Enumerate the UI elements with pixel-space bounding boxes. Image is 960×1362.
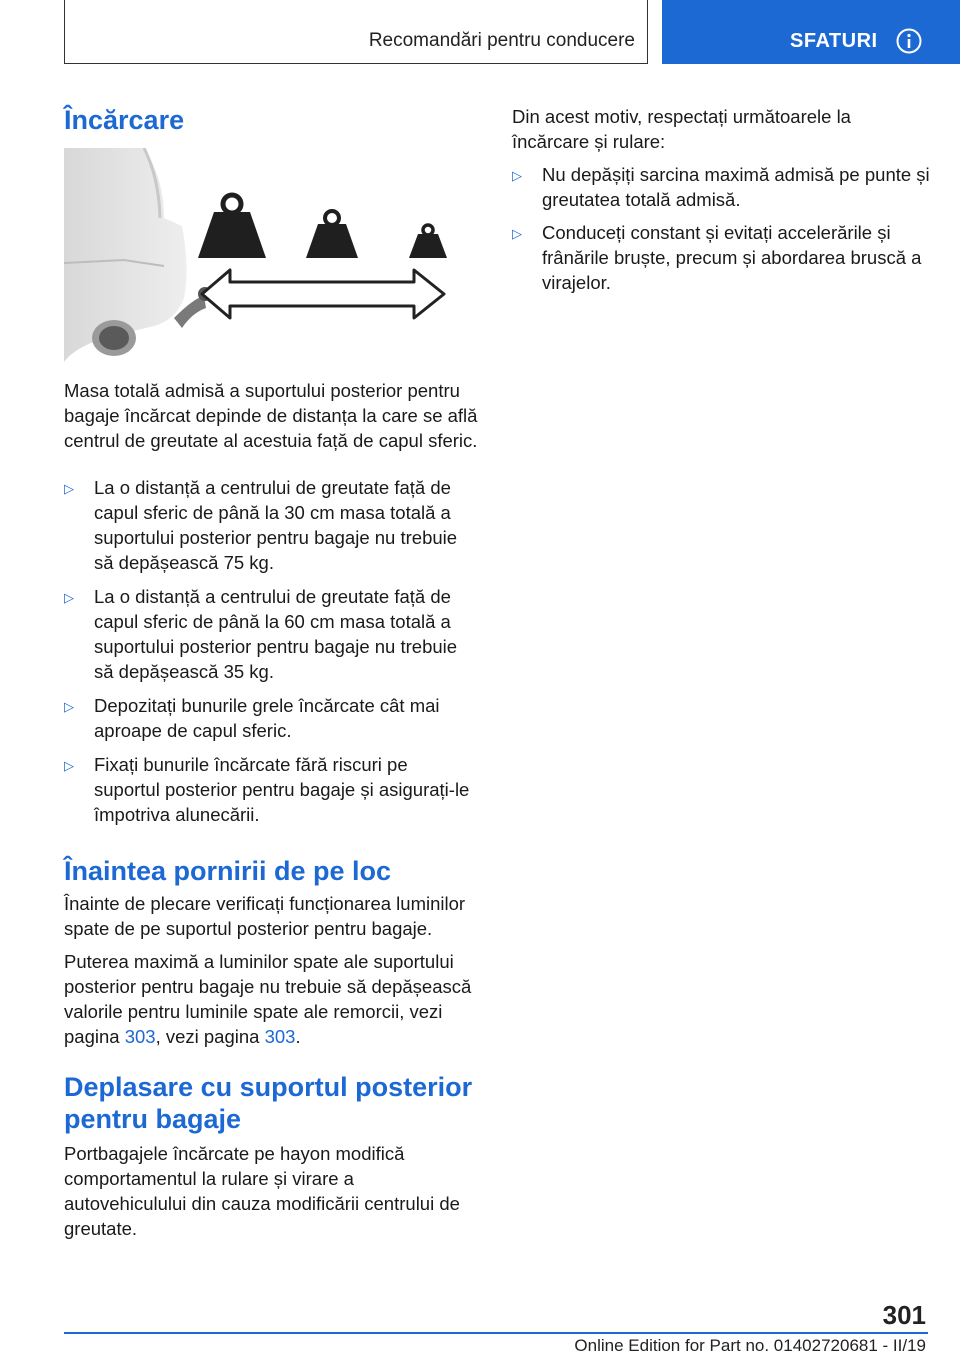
triangle-bullet-icon: ▷ [512,168,522,183]
loading-intro: Masa totală admisă a suportului posterior pentru bagaje încărcat depinde de distanța la care se află centrul de greutate al acestuia față de capul sferic. [64,380,478,451]
driving-paragraph: Portbagajele încărcate pe hayon modifică comportamentul la rulare și virare a autovehiculului din cauza modificării centrului de greutate. [64,1143,460,1239]
footer-edition: Online Edition for Part no. 01402720681 - II/19 [574,1336,926,1355]
list-item [64,475,478,575]
header-section-box [64,0,648,64]
list-item-text: La o distanță a centrului de greutate față de capul sferic de până la 30 cm masa totală a suportului posterior pentru bagaje nu trebuie să depășească 75 kg. [94,477,458,573]
list-item-text: La o distanță a centrului de greutate față de capul sferic de până la 60 cm masa totală a suportului posterior pentru bagaje nu trebuie să depășească 35 kg. [94,586,458,682]
chapter-tab[interactable] [662,0,960,64]
list-item-text: Nu depășiți sarcina maximă admisă pe punte și greutatea totală admisă. [542,164,930,210]
list-item-text: Conduceți constant și evitați accelerările și frânările bruște, precum și abordarea bruscă a virajelor. [542,222,922,293]
footer-divider [64,1332,928,1334]
list-item [512,162,932,212]
before-start-paragraph-1: Înainte de plecare verificați funcționarea luminilor spate de pe suportul posterior pentru bagaje. [64,893,466,939]
list-item-text: Depozitați bunurile grele încărcate cât mai aproape de capul sferic. [94,695,440,741]
load-distance-illustration [64,148,478,362]
right-column [512,104,932,295]
loading-bullet-list [64,475,478,827]
heading-loading: Încărcare [64,105,185,135]
list-item [64,752,478,827]
left-column-body [64,378,478,1241]
page-link-303[interactable]: 303 [264,1026,296,1047]
triangle-bullet-icon: ▷ [64,590,74,605]
list-item-text: Fixați bunurile încărcate fără riscuri pe suportul posterior pentru bagaje și asigurați-le împotriva alunecării. [94,754,470,825]
before-start-text-mid: , vezi pagina [155,1026,265,1047]
page-link-303[interactable]: 303 [124,1026,156,1047]
before-start-paragraph-2 [64,949,478,1049]
before-start-text: Puterea maximă a luminilor spate ale suportului posterior pentru bagaje nu trebuie să depășească valorile pentru luminile spate ale remorcii, vezi pagina [64,951,472,1047]
right-intro: Din acest motiv, respectați următoarele la încărcare și rulare: [512,106,851,152]
triangle-bullet-icon: ▷ [64,481,74,496]
page-number: 301 [882,1300,926,1330]
heading-driving: Deplasare cu suportul posterior pentru bagaje [64,1072,473,1134]
heading-before-start: Înaintea pornirii de pe loc [64,856,392,886]
chapter-tab-label: SFATURI [790,30,878,52]
list-item [512,220,932,295]
list-item [64,584,478,684]
triangle-bullet-icon: ▷ [64,699,74,714]
triangle-bullet-icon: ▷ [64,758,74,773]
right-bullet-list [512,162,932,295]
before-start-text-end: . [295,1026,301,1047]
info-icon[interactable] [896,28,922,54]
left-column [64,104,478,136]
triangle-bullet-icon: ▷ [512,226,522,241]
section-title: Recomandări pentru conducere [368,30,635,51]
list-item [64,693,478,743]
